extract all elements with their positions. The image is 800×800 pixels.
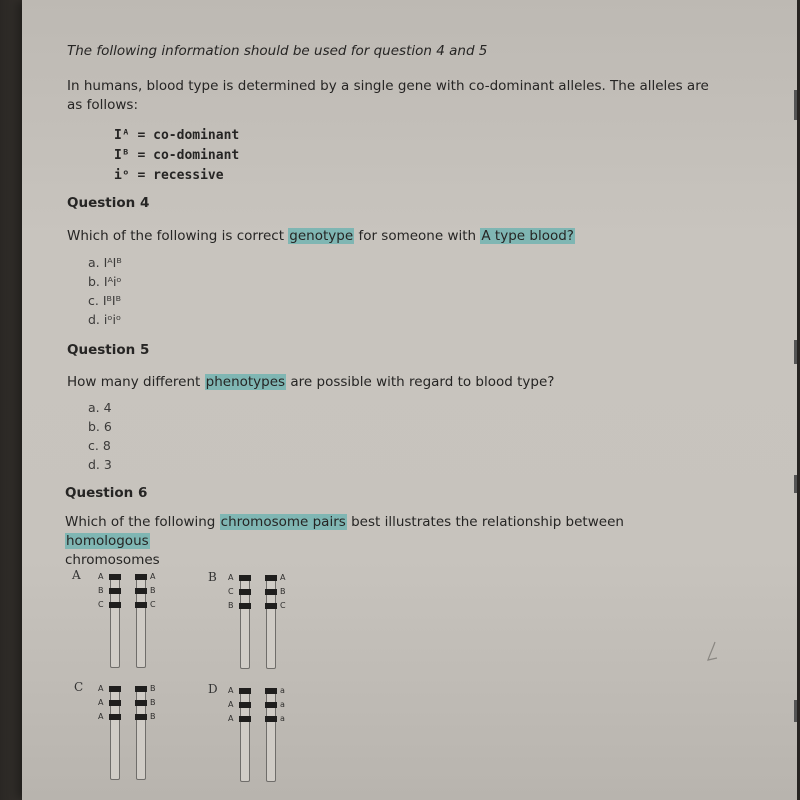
- pair-c-right-gene-2: B: [150, 698, 156, 707]
- pair-b-right-gene-1: A: [280, 573, 286, 582]
- pair-b-left-band: [239, 603, 251, 609]
- q5-text: [67, 374, 554, 390]
- pair-a-right-gene-2: B: [150, 586, 156, 595]
- allele-ia: Iᴬ = co-dominant: [114, 128, 240, 143]
- pair-d-left-band: [239, 702, 251, 708]
- pair-b-right-band: [265, 575, 277, 581]
- edge-mark: [794, 475, 797, 493]
- pair-c-right-band: [135, 686, 147, 692]
- intro-line: The following information should be used for question 4 and 5: [67, 43, 488, 59]
- pair-d-right-gene-2: a: [280, 700, 285, 709]
- q4-highlight-genotype: genotype: [289, 228, 354, 244]
- pair-b-right-gene-2: B: [280, 587, 286, 596]
- pair-a-right-gene-1: A: [150, 572, 156, 581]
- pair-c-left-gene-1: A: [98, 684, 104, 693]
- q6-text-end: chromosomes: [65, 552, 160, 568]
- q5-option-b: b. 6: [88, 419, 112, 434]
- pair-d-right-gene-1: a: [280, 686, 285, 695]
- pair-b-right-band: [265, 589, 277, 595]
- diagram-label-d: D: [208, 682, 218, 696]
- q4-text-start: Which of the following is correct: [67, 228, 289, 244]
- q6-text: [65, 513, 705, 570]
- pair-d-left-band: [239, 716, 251, 722]
- pair-d-right-band: [265, 702, 277, 708]
- pair-d-left-gene-3: A: [228, 714, 234, 723]
- pair-b-left-band: [239, 575, 251, 581]
- q4-option-b: b. Iᴬiᵒ: [88, 274, 122, 289]
- q5-text-start: How many different: [67, 374, 205, 390]
- q6-heading: Question 6: [65, 485, 148, 501]
- q4-option-a: a. IᴬIᴮ: [88, 255, 122, 270]
- pair-c-right-band: [135, 700, 147, 706]
- pair-b-left-gene-3: B: [228, 601, 234, 610]
- q4-text: [67, 228, 575, 244]
- allele-ib: Iᴮ = co-dominant: [114, 148, 240, 163]
- q5-option-c: c. 8: [88, 438, 111, 453]
- q6-highlight-chromosome-pairs: chromosome pairs: [220, 514, 346, 530]
- q6-text-mid: best illustrates the relationship between: [346, 514, 624, 530]
- q5-option-d: d. 3: [88, 457, 112, 472]
- pair-a-right-band: [135, 602, 147, 608]
- pair-c-left-band: [109, 686, 121, 692]
- q5-option-a: a. 4: [88, 400, 112, 415]
- pair-c-left-gene-2: A: [98, 698, 104, 707]
- pair-a-left-band: [109, 574, 121, 580]
- allele-io: iᵒ = recessive: [114, 168, 224, 183]
- edge-mark: [794, 340, 797, 364]
- pair-d-left-gene-1: A: [228, 686, 234, 695]
- q5-highlight-phenotypes: phenotypes: [205, 374, 286, 390]
- pair-a-right-gene-3: C: [150, 600, 156, 609]
- pair-b-right-gene-3: C: [280, 601, 286, 610]
- q5-heading: Question 5: [67, 342, 150, 358]
- diagram-label-b: B: [208, 570, 217, 584]
- blood-type-paragraph: In humans, blood type is determined by a single gene with co-dominant alleles. The alleles are as follows:: [67, 78, 709, 113]
- pair-d-left-gene-2: A: [228, 700, 234, 709]
- pair-d-left-band: [239, 688, 251, 694]
- pair-a-left-gene-2: B: [98, 586, 104, 595]
- pair-b-left-gene-2: C: [228, 587, 234, 596]
- q6-highlight-homologous: homologous: [66, 533, 149, 549]
- pair-a-left-band: [109, 602, 121, 608]
- q5-text-end: are possible with regard to blood type?: [286, 374, 555, 390]
- pair-c-left-band: [109, 700, 121, 706]
- edge-mark: [794, 700, 797, 722]
- pair-d-right-gene-3: a: [280, 714, 285, 723]
- diagram-label-a: A: [72, 568, 81, 582]
- pair-c-right-gene-1: B: [150, 684, 156, 693]
- edge-mark: [794, 90, 797, 120]
- pair-d-right-band: [265, 688, 277, 694]
- q4-option-d: d. iᵒiᵒ: [88, 312, 122, 327]
- q4-text-mid: for someone with: [354, 228, 481, 244]
- pair-c-left-band: [109, 714, 121, 720]
- pair-a-right-band: [135, 574, 147, 580]
- pair-c-right-band: [135, 714, 147, 720]
- pair-b-left-band: [239, 589, 251, 595]
- pair-b-left-gene-1: A: [228, 573, 234, 582]
- pair-a-right-band: [135, 588, 147, 594]
- pair-d-right-band: [265, 716, 277, 722]
- pair-c-left-gene-3: A: [98, 712, 104, 721]
- worksheet-page: [22, 0, 797, 800]
- q4-option-c: c. IᴮIᴮ: [88, 293, 121, 308]
- q4-heading: Question 4: [67, 195, 150, 211]
- q6-text-start: Which of the following: [65, 514, 220, 530]
- diagram-label-c: C: [74, 680, 84, 694]
- pair-b-right-band: [265, 603, 277, 609]
- q4-highlight-a-type: A type blood?: [481, 228, 574, 244]
- pair-a-left-gene-1: A: [98, 572, 104, 581]
- pair-a-left-gene-3: C: [98, 600, 104, 609]
- pair-c-right-gene-3: B: [150, 712, 156, 721]
- pair-a-left-band: [109, 588, 121, 594]
- pencil-mark: [705, 640, 721, 664]
